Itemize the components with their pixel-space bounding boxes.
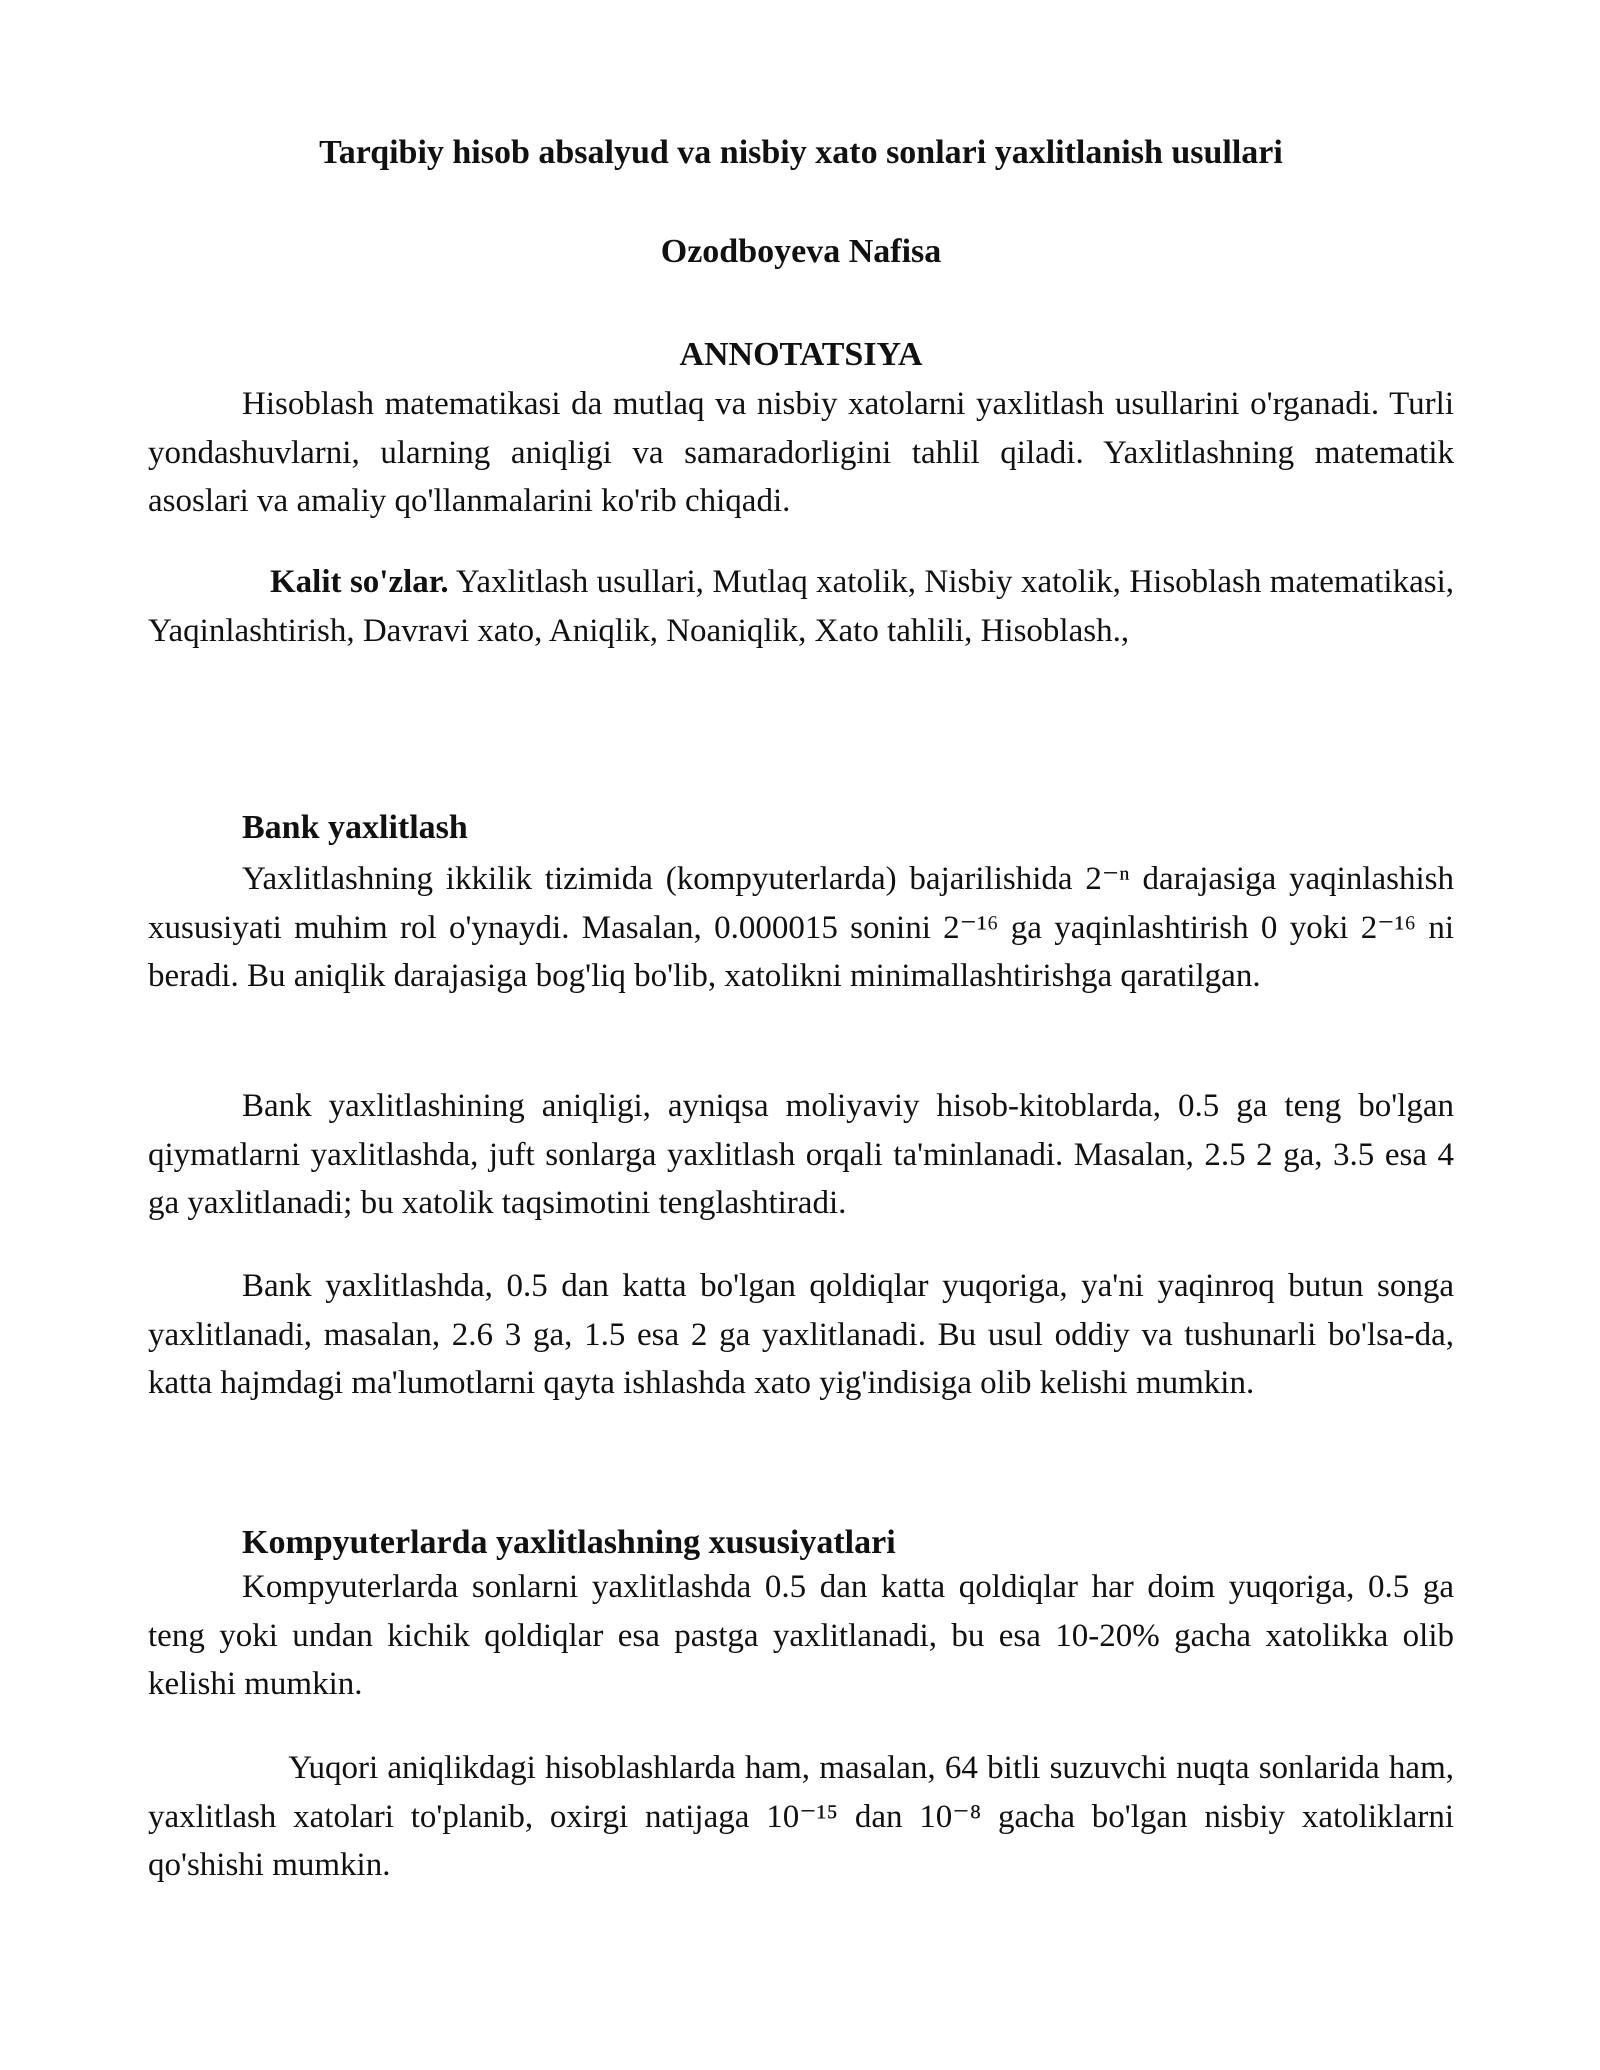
keywords-paragraph (148, 558, 1454, 655)
section-heading-computer-rounding: Kompyuterlarda yaxlitlashning xususiyatlari (242, 1524, 896, 1561)
document-title: Tarqibiy hisob absalyud va nisbiy xato sonlari yaxlitlanish usullari (319, 134, 1283, 171)
keywords-label: Kalit so'zlar. (270, 564, 449, 600)
author-name: Ozodboyeva Nafisa (660, 233, 942, 270)
section2-paragraph-2: Yuqori aniqlikdagi hisoblashlarda ham, masalan, 64 bitli suzuvchi nuqta sonlarida ham, yaxlitlash xatolari to'planib, oxirgi natijaga 10⁻¹⁵ dan 10⁻⁸ gacha bo'lgan nisbiy xatoliklarni qo'shishi mumkin. (148, 1750, 1463, 1883)
section1-paragraph-2: Bank yaxlitlashining aniqligi, ayniqsa moliyaviy hisob-kitoblarda, 0.5 ga teng bo'lgan qiymatlarni yaxlitlashda, juft sonlarga yaxlitlash orqali ta'minlanadi. Masalan, 2.5 2 ga, 3.5 esa 4 ga yaxlitlanadi; bu xatolik taqsimotini tenglashtiradi. (148, 1088, 1454, 1221)
section1-paragraph-3: Bank yaxlitlashda, 0.5 dan katta bo'lgan qoldiqlar yuqoriga, ya'ni yaqinroq butun songa yaxlitlanadi, masalan, 2.6 3 ga, 1.5 esa 2 ga yaxlitlanadi. Bu usul oddiy va tushunarli bo'lsa-da, katta hajmdagi ma'lumotlarni qayta ishlashda xato yig'indisiga olib kelishi mumkin. (148, 1268, 1454, 1401)
section2-paragraph-1: Kompyuterlarda sonlarni yaxlitlashda 0.5 dan katta qoldiqlar har doim yuqoriga, 0.5 ga teng yoki undan kichik qoldiqlar esa pastga yaxlitlanadi, bu esa 10-20% gacha xatolikka olib kelishi mumkin. (148, 1569, 1454, 1702)
keywords-text: Yaxlitlash usullari, Mutlaq xatolik, Nisbiy xatolik, Hisoblash matematikasi, Yaqinlashtirish, Davravi xato, Aniqlik, Noaniqlik, Xato tahlili, Hisoblash., (148, 564, 1454, 649)
section1-paragraph-1: Yaxlitlashning ikkilik tizimida (kompyuterlarda) bajarilishida 2⁻ⁿ darajasiga yaqinlashish xususiyati muhim rol o'ynaydi. Masalan, 0.000015 sonini 2⁻¹⁶ ga yaqinlashtirish 0 yoki 2⁻¹⁶ ni beradi. Bu aniqlik darajasiga bog'liq bo'lib, xatolikni minimallashtirishga qaratilgan. (148, 861, 1454, 994)
annotation-text: Hisoblash matematikasi da mutlaq va nisbiy xatolarni yaxlitlash usullarini o'rganadi. Turli yondashuvlarni, ularning aniqligi va samaradorligini tahlil qiladi. Yaxlitlashning matematik asoslari va amaliy qo'llanmalarini ko'rib chiqadi. (148, 386, 1454, 519)
section-heading-bank-rounding: Bank yaxlitlash (242, 809, 468, 846)
annotation-heading: ANNOTATSIYA (679, 336, 923, 373)
